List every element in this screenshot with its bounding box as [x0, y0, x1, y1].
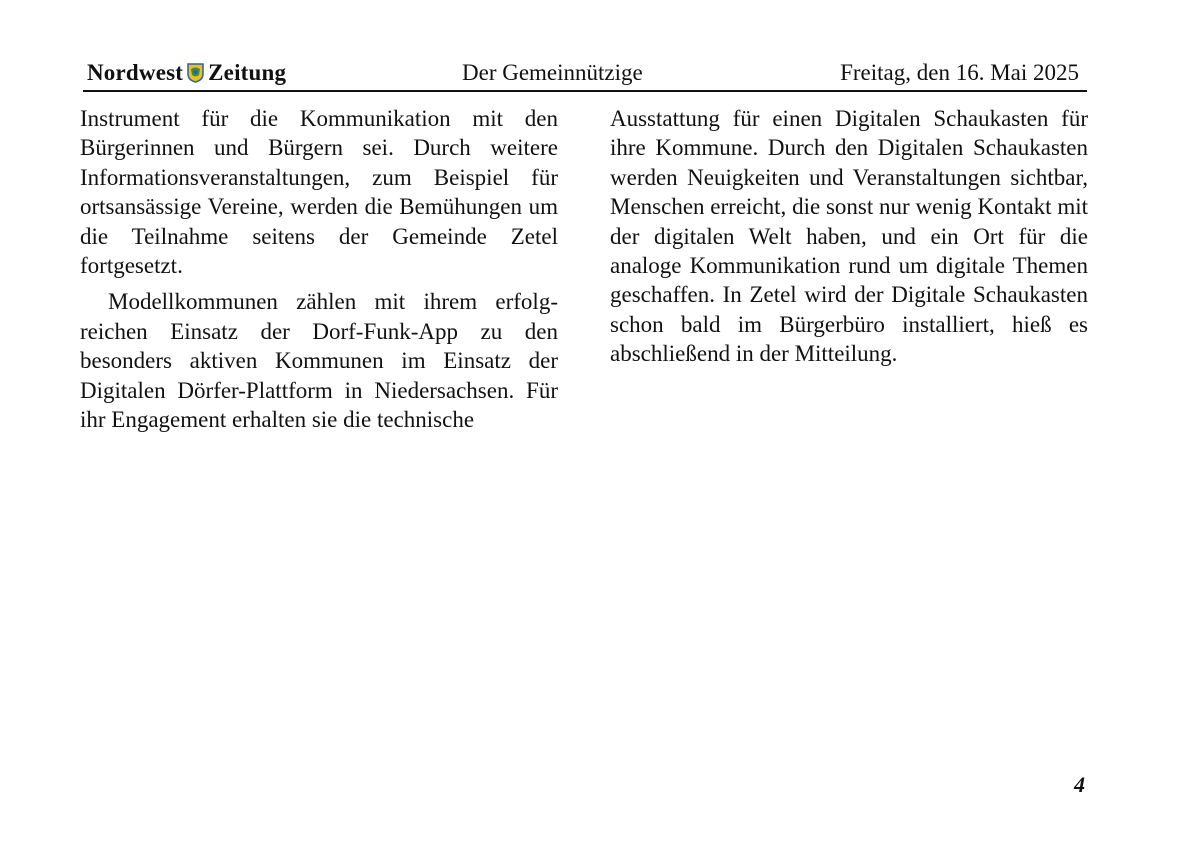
masthead-left: Nordwest — [87, 60, 184, 85]
paragraph: Ausstattung für einen Digitalen Schaukasten für ihre Kommune. Durch den Digitalen Schaukasten werden Neuigkeiten und Veranstaltungen sichtbar, Menschen erreicht, die sonst nur wenig Kontakt mit der digitalen Welt haben, und ein Ort für die analoge Kommunikation rund um digitale Themen geschaffen. In Zetel wird der Digitale Schaukasten schon bald im Bürgerbüro installiert, hieß es abschließend in der Mitteilung. — [610, 106, 1088, 367]
article-column-left — [80, 104, 558, 434]
issue-date: Freitag, den 16. Mai 2025 — [840, 60, 1079, 85]
paragraph: Instrument für die Kommunikation mit den Bürgerinnen und Bürgern sei. Durch weitere Informationsveranstaltungen, zum Beispiel für ortsansässige Vereine, werden die Bemühungen um die Teilnahme seitens der Gemeinde Zetel fortgesetzt. — [80, 106, 558, 279]
page-number: 4 — [1074, 772, 1085, 797]
page-header — [83, 56, 1087, 92]
masthead — [87, 60, 286, 86]
paragraph: Modellkommunen zählen mit ihrem erfolgreichen Einsatz der Dorf-Funk-App zu den besonders aktiven Kommunen im Einsatz der Digitalen Dörfer-Plattform in Niedersachsen. Für ihr Engagement erhalten sie die technische — [80, 289, 558, 433]
article-column-right — [610, 104, 1088, 369]
coat-of-arms-icon — [187, 63, 204, 83]
masthead-right: Zeitung — [208, 60, 287, 85]
section-title: Der Gemeinnützige — [462, 60, 643, 85]
